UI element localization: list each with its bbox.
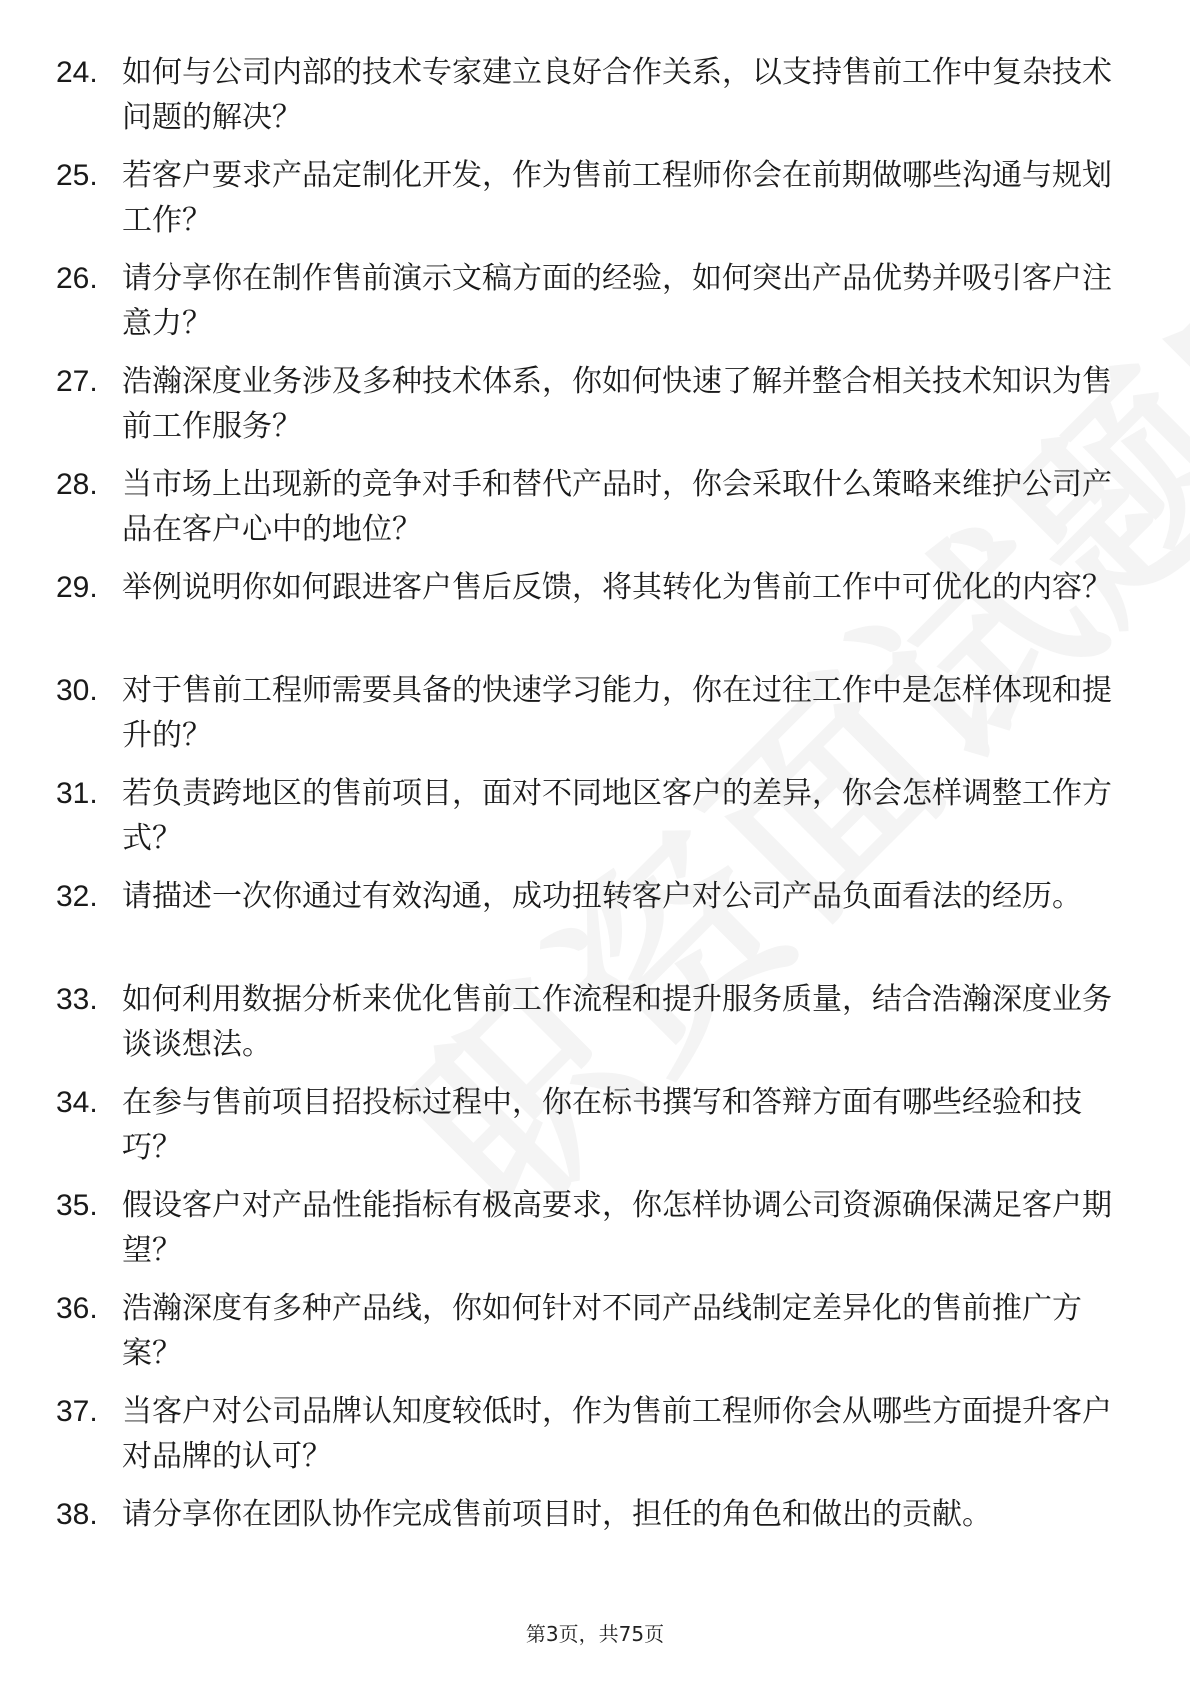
question-list	[56, 51, 1116, 1596]
question-item	[56, 1493, 1116, 1582]
question-item	[56, 875, 1116, 964]
question-number: 31.	[56, 777, 98, 810]
question-text: 如何利用数据分析来优化售前工作流程和提升服务质量，结合浩瀚深度业务谈谈想法。	[122, 982, 1112, 1062]
question-number: 28.	[56, 468, 98, 501]
question-item	[56, 154, 1116, 243]
question-text: 浩瀚深度业务涉及多种技术体系，你如何快速了解并整合相关技术知识为售前工作服务？	[122, 364, 1112, 444]
question-number: 38.	[56, 1498, 98, 1531]
question-item	[56, 1081, 1116, 1170]
question-text: 若客户要求产品定制化开发，作为售前工程师你会在前期做哪些沟通与规划工作？	[122, 158, 1112, 238]
question-number: 25.	[56, 159, 98, 192]
question-number: 30.	[56, 674, 98, 707]
question-number: 32.	[56, 880, 98, 913]
question-text: 举例说明你如何跟进客户售后反馈，将其转化为售前工作中可优化的内容？	[122, 570, 1112, 605]
question-text: 如何与公司内部的技术专家建立良好合作关系，以支持售前工作中复杂技术问题的解决？	[122, 55, 1112, 135]
question-text: 假设客户对产品性能指标有极高要求，你怎样协调公司资源确保满足客户期望？	[122, 1188, 1112, 1268]
question-number: 26.	[56, 262, 98, 295]
question-number: 27.	[56, 365, 98, 398]
question-item	[56, 669, 1116, 758]
question-item	[56, 1287, 1116, 1376]
question-number: 37.	[56, 1395, 98, 1428]
question-number: 34.	[56, 1086, 98, 1119]
question-item	[56, 978, 1116, 1067]
question-item	[56, 360, 1116, 449]
question-number: 36.	[56, 1292, 98, 1325]
page-footer: 第3页，共75页	[525, 1622, 665, 1646]
question-text: 在参与售前项目招投标过程中，你在标书撰写和答辩方面有哪些经验和技巧？	[122, 1085, 1082, 1165]
question-item	[56, 1184, 1116, 1273]
question-text: 浩瀚深度有多种产品线，你如何针对不同产品线制定差异化的售前推广方案？	[122, 1291, 1082, 1371]
question-text: 请描述一次你通过有效沟通，成功扭转客户对公司产品负面看法的经历。	[122, 879, 1082, 914]
question-text: 当客户对公司品牌认知度较低时，作为售前工程师你会从哪些方面提升客户对品牌的认可？	[122, 1394, 1112, 1474]
question-item	[56, 772, 1116, 861]
question-number: 35.	[56, 1189, 98, 1222]
question-number: 29.	[56, 571, 98, 604]
question-text: 请分享你在团队协作完成售前项目时，担任的角色和做出的贡献。	[122, 1497, 992, 1532]
question-text: 若负责跨地区的售前项目，面对不同地区客户的差异，你会怎样调整工作方式？	[122, 776, 1112, 856]
question-text: 对于售前工程师需要具备的快速学习能力，你在过往工作中是怎样体现和提升的？	[122, 673, 1112, 753]
question-number: 33.	[56, 983, 98, 1016]
question-item	[56, 566, 1116, 655]
question-number: 24.	[56, 56, 98, 89]
question-text: 请分享你在制作售前演示文稿方面的经验，如何突出产品优势并吸引客户注意力？	[122, 261, 1112, 341]
question-item	[56, 51, 1116, 140]
question-item	[56, 463, 1116, 552]
question-item	[56, 257, 1116, 346]
question-item	[56, 1390, 1116, 1479]
question-text: 当市场上出现新的竞争对手和替代产品时，你会采取什么策略来维护公司产品在客户心中的地位？	[122, 467, 1112, 547]
